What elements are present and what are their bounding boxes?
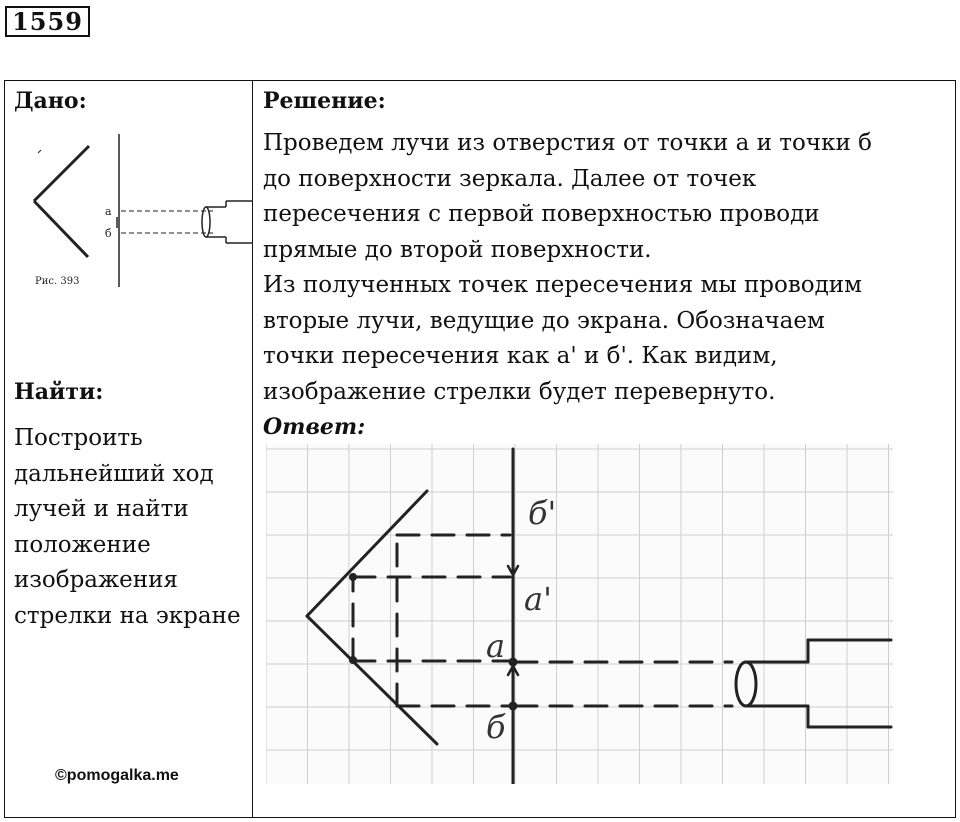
solution-line: точки пересечения как а' и б'. Как видим, (263, 343, 778, 369)
solution-line: изображение стрелки будет перевернуто. (263, 378, 776, 405)
solution-line: вторые лучи, ведущие до экрана. Обозначаем (263, 307, 825, 334)
solution-line: Из полученных точек пересечения мы проводим (263, 272, 863, 298)
solution-line: прямые до второй поверхности. (263, 236, 652, 263)
label-b: б (486, 708, 506, 746)
solution-line: до поверхности зеркала. Далее от точек (263, 165, 757, 192)
solution-line: пересечения с первой поверхностью проводи (263, 201, 820, 227)
solution-text (263, 126, 953, 410)
given-header: Дано: (14, 88, 87, 114)
answer-header: Ответ: (263, 414, 366, 440)
given-figure (17, 134, 257, 294)
given-label-a: а (105, 205, 112, 218)
label-b-prime: б' (528, 494, 557, 532)
label-a: а (486, 627, 506, 665)
label-a-prime: а' (524, 580, 552, 618)
solution-line: Проведем лучи из отверстия от точки а и точки б (263, 130, 872, 156)
problem-number: 1559 (5, 6, 90, 37)
solution-table (4, 80, 956, 818)
solution-header: Решение: (263, 88, 386, 114)
answer-figure (266, 444, 893, 784)
find-text: Построить дальнейший ход лучей и найти положение изображения стрелки на экране (14, 425, 241, 629)
given-label-b: б (105, 227, 112, 240)
footer-credit: ©pomogalka.me (55, 767, 179, 784)
find-header: Найти: (14, 379, 104, 405)
figure-caption: Рис. 393 (35, 276, 80, 287)
